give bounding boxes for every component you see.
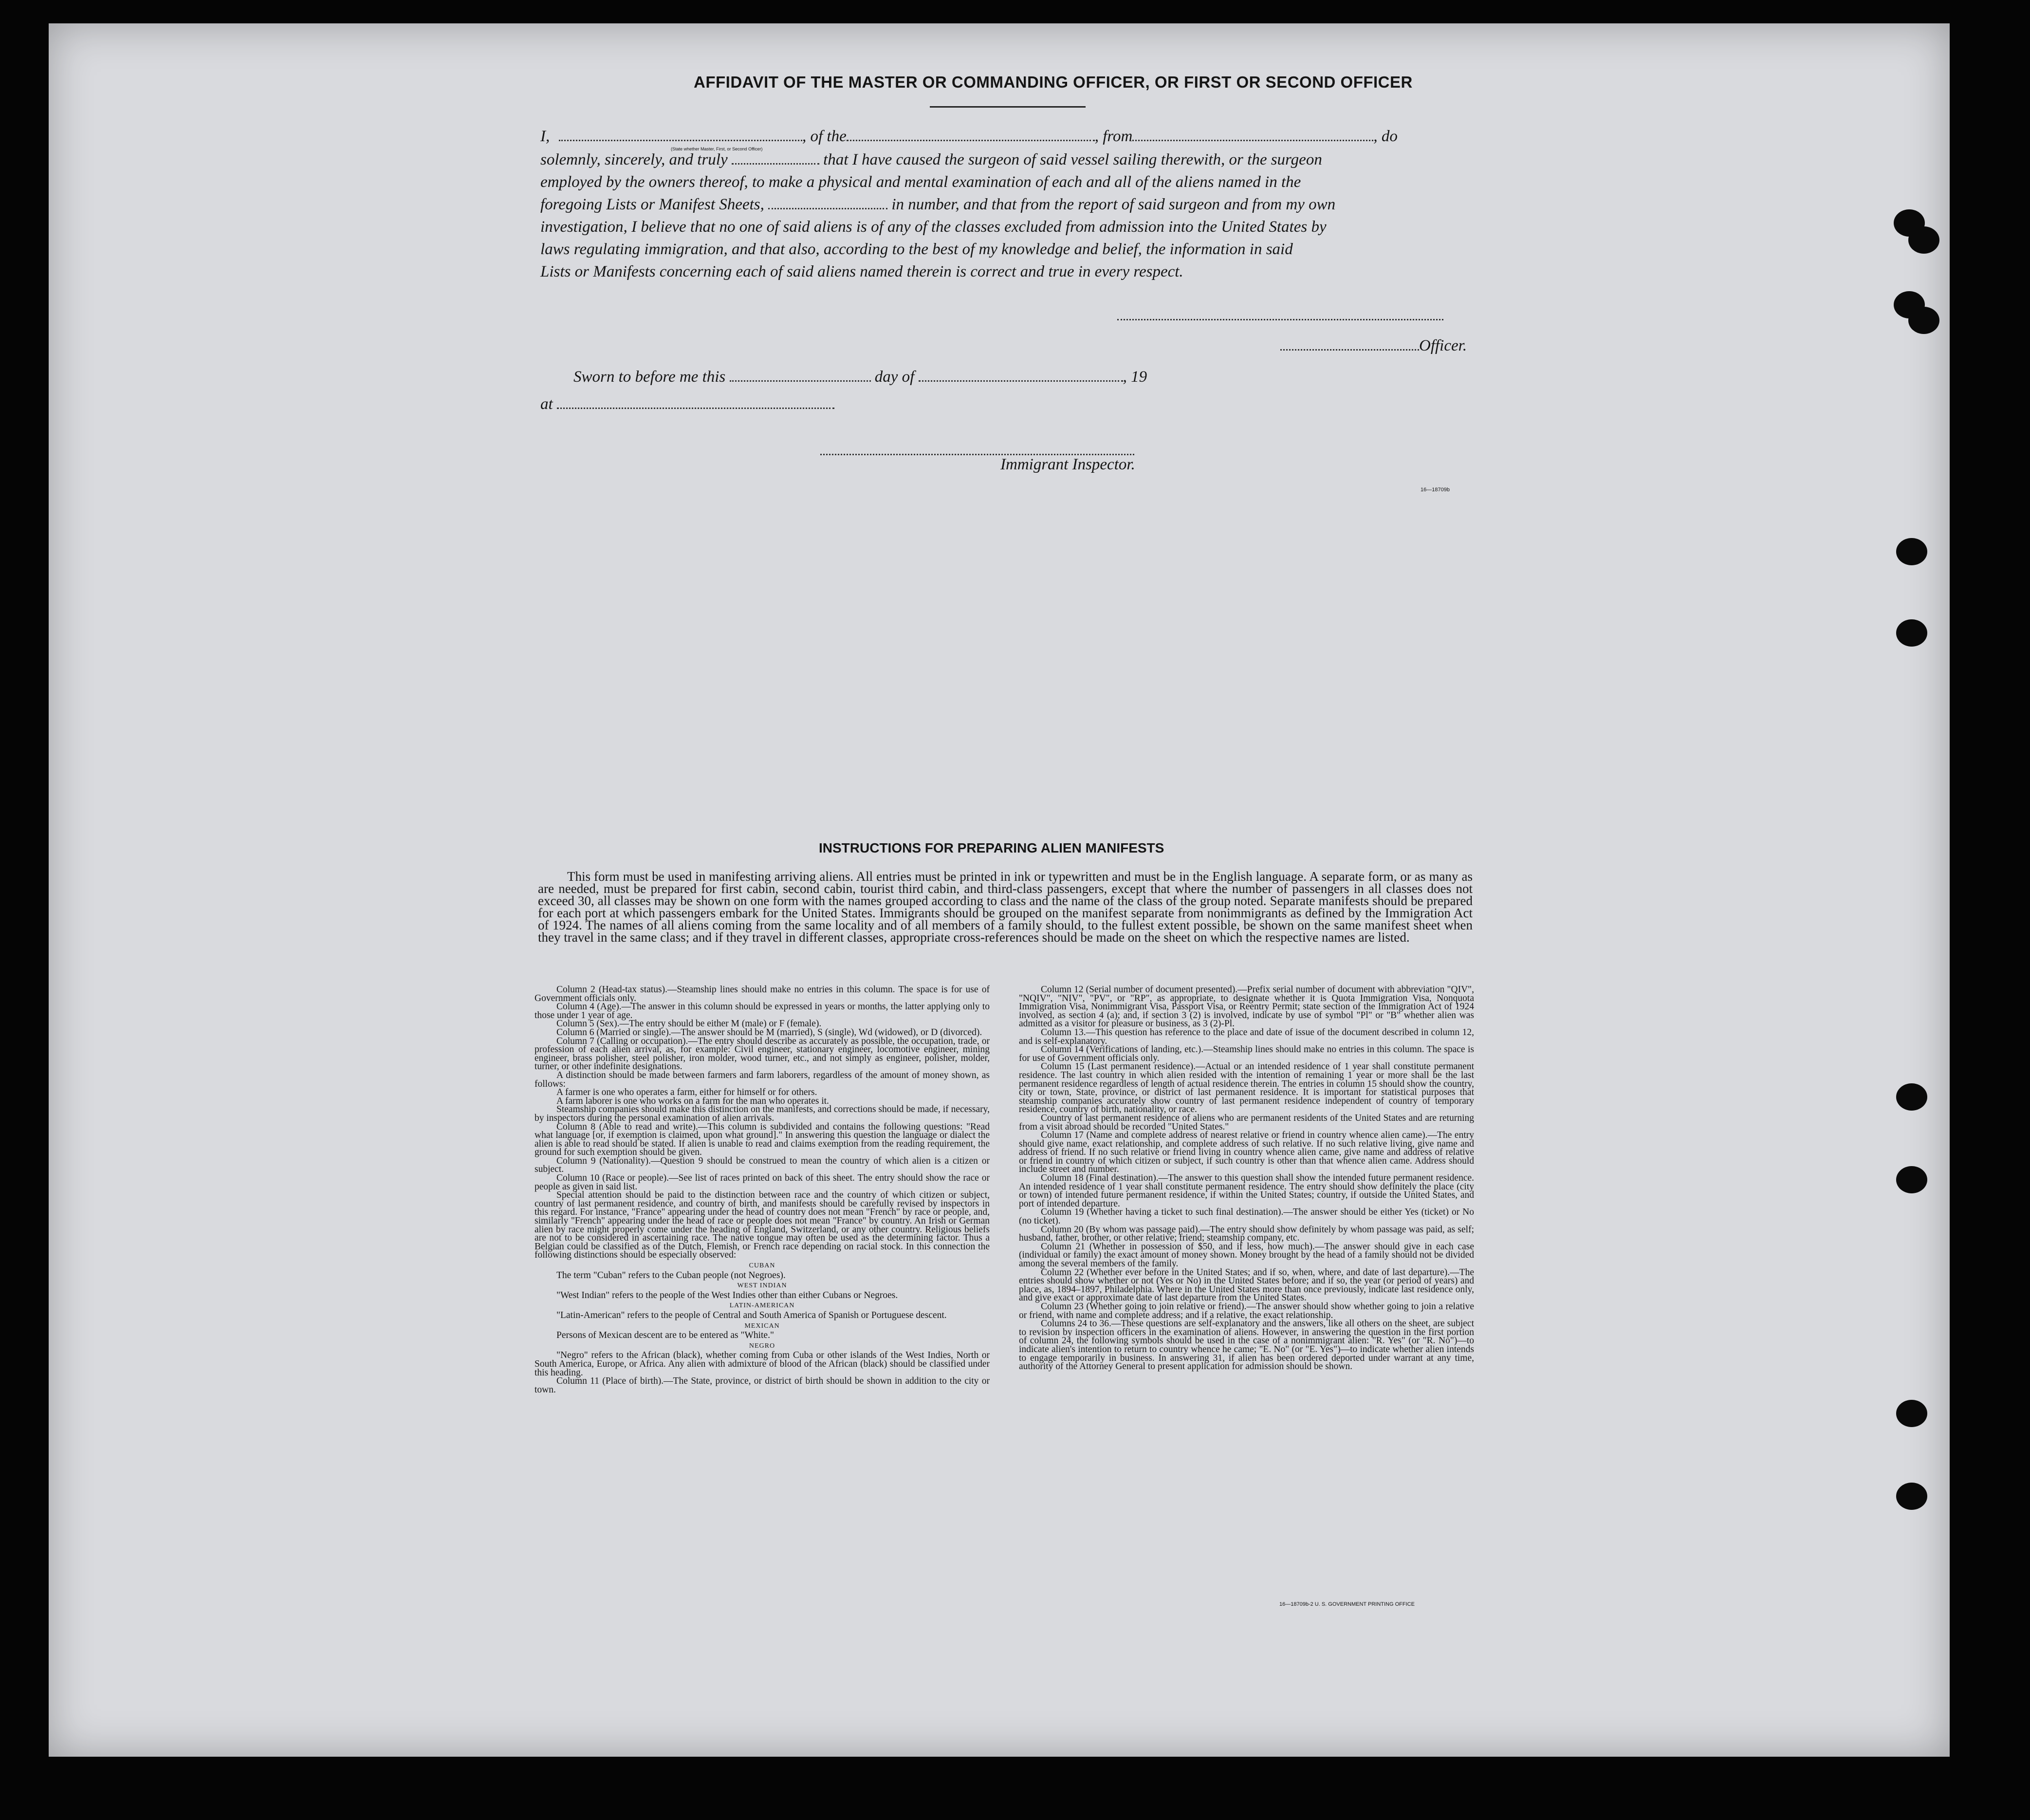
binder-hole <box>1896 619 1927 647</box>
group-text-latin-american: "Latin-American" refers to the people of Central and South America of Spanish or Portuguese descent. <box>556 1310 947 1320</box>
instruction-paragraph: Column 23 (Whether going to join relative or friend).—The answer should show whether going to join a relative or friend, with name and complete address; and if a relative, the exact relationship. <box>1019 1301 1474 1320</box>
instruction-paragraph: Column 14 (Verifications of landing, etc.).—Steamship lines should make no entries in this column. The space is for use of Government officials only. <box>1019 1044 1474 1063</box>
instructions-intro: This form must be used in manifesting arriving aliens. All entries must be printed in ink or typewritten and must be in the English language. A separate form, or as many as are needed, must be prepared for first cabin, second cabin, tourist third cabin, and third-class passengers, except that where the number of passengers in all classes does not exceed 30, all classes may be shown on one form with the names grouped according to class and the name of the class of the group noted. Separate manifests should be prepared for each port at which passengers embark for the United States. Immigrants should be grouped on the manifest separate from nonimmigrants as defined by the Immigration Act of 1924. The names of all aliens coming from the same locality and of all members of a family should, to the fullest extent possible, be shown on the same manifest sheet when they travel in the same class; and if they travel in different classes, appropriate cross-references should be made on the sheet on which the respective names are listed. <box>538 869 1473 945</box>
instruction-paragraph: Column 22 (Whether ever before in the United States; and if so, when, where, and date of last departure).—The entries should show whether or not (Yes or No) in the United States before; and if so, the year (or period of years) and place, as, 1894–1897, Philadelphia. Where in the United States more than once previously, indicate last residence only, and give exact or approximate date of last departure from the United States. <box>1019 1267 1474 1303</box>
officer-label: Officer. <box>1419 337 1467 354</box>
text-caused-surgeon: that I have caused the surgeon of said vessel sailing therewith, or the surgeon <box>823 151 1322 168</box>
group-heading-cuban: CUBAN <box>749 1262 775 1269</box>
instruction-paragraph: Column 4 (Age).—The answer in this column should be expressed in years or months, the latter applying only to those under 1 year of age. <box>535 1002 990 1021</box>
instruction-paragraph: Column 9 (Nationality).—Question 9 should be construed to mean the country of which alien is a citizen or subject. <box>535 1155 990 1175</box>
sworn-day-blank[interactable] <box>730 378 871 382</box>
instruction-paragraph: Column 15 (Last permanent residence).—Actual or an intended residence of 1 year shall constitute permanent residence. The last country in which alien resided with the intention of remaining 1 year or more shall be the last permanent residence regardless of length of actual residence therein. The entries in column 15 should show the country, city or town, State, province, or district of last permanent residence. It is important for statistical purposes that steamship companies accurately show country of last permanent residence independent of country of temporary residence, country of birth, nationality, or race. <box>1019 1061 1474 1115</box>
instruction-paragraph: Column 21 (Whether in possession of $50, and if less, how much).—The answer should give in each case (individual or family) the exact amount of money shown. Money brought by the head of a family should not be divided among the several members of the family. <box>1019 1241 1474 1269</box>
text-do: , do <box>1373 128 1398 145</box>
officer-signature-blank[interactable] <box>1280 347 1419 351</box>
sworn-line <box>573 366 1147 388</box>
text-from: , from <box>1094 128 1133 145</box>
group-text-cuban: The term "Cuban" refers to the Cuban people (not Negroes). <box>556 1270 786 1281</box>
port-from-blank[interactable] <box>1132 138 1373 141</box>
affidavit-line-3: employed by the owners thereof, to make a physical and mental examination of each and all of the aliens named in the <box>540 173 1301 191</box>
affidavit-line-1 <box>540 126 1398 147</box>
binder-hole <box>1896 1166 1927 1193</box>
binder-hole <box>1896 1400 1927 1427</box>
binder-hole <box>1908 307 1939 334</box>
printing-office-footer: 16—18709b-2 U. S. GOVERNMENT PRINTING OFFICE <box>1279 1601 1415 1607</box>
group-text-negro: "Negro" refers to the African (black), whether coming from Cuba or other islands of the West Indies, North or South America, Europe, or Africa. Any alien with admixture of blood of the African (black) should be classified under this heading. <box>535 1350 990 1378</box>
signature-line-1[interactable] <box>1117 319 1443 320</box>
officer-rank-blank[interactable] <box>559 138 802 141</box>
vessel-name-blank[interactable] <box>847 138 1095 141</box>
left-column <box>535 985 990 1394</box>
group-heading-west-indian: WEST INDIAN <box>737 1282 787 1290</box>
instruction-paragraph: Steamship companies should make this distinction on the manifests, and corrections should be made, if necessary, by inspectors during the personal examination of alien arrivals. <box>535 1104 990 1123</box>
affidavit-title: AFFIDAVIT OF THE MASTER OR COMMANDING OFFICER, OR FIRST OR SECOND OFFICER <box>694 73 1413 91</box>
affidavit-line-5: investigation, I believe that no one of said aliens is of any of the classes excluded from admission into the United States by <box>540 218 1327 236</box>
instruction-paragraph: Column 12 (Serial number of document presented).—Prefix serial number of document with abbreviation "QIV", "NQIV", "NIV", "PV", or "RP", as appropriate, to designate whether it is Quota Immigration Visa, Nonquota Immigration Visa, Nonimmigrant Visa, Passport Visa, or Reentry Permit; state section of the Immigration Act of 1924 involved, as section 4 (a); and, if section 3 (2) is involved, indicate by use of symbol "Pl" or "B" whether alien was admitted as a visitor for pleasure or business, as 3 (2)-Pl. <box>1019 984 1474 1029</box>
text-sworn: Sworn to before me this <box>573 368 726 386</box>
sworn-place-blank[interactable] <box>557 406 834 409</box>
group-heading-latin-american: LATIN-AMERICAN <box>729 1302 795 1310</box>
text-in-number: in number, and that from the report of said surgeon and from my own <box>891 196 1336 213</box>
sworn-month-blank[interactable] <box>919 378 1123 382</box>
instruction-paragraph: Column 20 (By whom was passage paid).—The entry should show definitely by whom passage was paid, as self; husband, father, brother, or other relative; friend; steamship company, etc. <box>1019 1224 1474 1244</box>
at-line <box>540 393 834 415</box>
officer-signature-line <box>1280 335 1467 356</box>
instruction-paragraph: A farmer is one who operates a farm, either for himself or for others. <box>556 1087 817 1098</box>
instruction-paragraph: Column 19 (Whether having a ticket to such final destination).—The answer should be either Yes (ticket) or No (no ticket). <box>1019 1207 1474 1226</box>
inspector-label: Immigrant Inspector. <box>1000 456 1135 473</box>
instruction-paragraph: Column 18 (Final destination).—The answer to this question shall show the intended future permanent residence. An intended residence of 1 year shall constitute permanent residence. The entry should show definitely the place (city or town) of intended future permanent residence, if within the United States; country, if outside the United States, and port of intended departure. <box>1019 1173 1474 1209</box>
text-i: I, <box>540 128 550 145</box>
oath-manner-blank[interactable] <box>732 161 819 165</box>
instruction-paragraph: Column 11 (Place of birth).—The State, province, or district of birth should be shown in addition to the city or town. <box>535 1376 990 1395</box>
title-rule <box>930 106 1086 108</box>
text-year-19: , 19 <box>1123 368 1147 386</box>
instruction-paragraph: A distinction should be made between farmers and farm laborers, regardless of the amount of money shown, as follows: <box>535 1070 990 1089</box>
instruction-paragraph: Column 17 (Name and complete address of nearest relative or friend in country whence alien came).—The entry should give name, exact relationship, and complete address of such relative. If no such relative living, give name and address of friend. If no such relative or friend living in country whence alien came, give name and address of relative or friend in country of which citizen or subject, if such country is other than that whence alien came. Address should include street and number. <box>1019 1130 1474 1175</box>
instructions-title: INSTRUCTIONS FOR PREPARING ALIEN MANIFESTS <box>819 840 1164 855</box>
instruction-paragraph: Columns 24 to 36.—These questions are self-explanatory and the answers, like all others on the sheet, are subject to revision by inspection officers in the examination of aliens. However, in answering the question in the first portion of column 24, the following symbols should be used in the case of a nonimmigrant alien: "R. Yes" (or "R. No")—to indicate alien's intention to return to country whence he came; "E. No" (or "E. Yes")—to indicate whether alien intends to engage temporarily in business. In answering 31, if alien has been ordered deported under warrant at any time, authority of the Attorney General to present application for admission should be shown. <box>1019 1319 1474 1372</box>
group-text-west-indian: "West Indian" refers to the people of the West Indies other than either Cubans or Negroes. <box>556 1290 898 1300</box>
affidavit-line-6: laws regulating immigration, and that also, according to the best of my knowledge and belief, the information in said <box>540 241 1293 258</box>
text-solemnly: solemnly, sincerely, and truly <box>540 151 728 168</box>
instruction-paragraph: Column 8 (Able to read and write).—This column is subdivided and contains the following questions: "Read what language [or, if exemption is claimed, upon what ground]." In answering this question the language or dialect the alien is able to read should be stated. If alien is unable to read and claims exemption from the reading requirement, the ground for such exemption should be given. <box>535 1121 990 1158</box>
text-of-the: , of the <box>802 128 847 145</box>
affidavit-line-7: Lists or Manifests concerning each of said aliens named therein is correct and true in every respect. <box>540 263 1183 280</box>
text-foregoing-lists: foregoing Lists or Manifest Sheets, <box>540 196 764 213</box>
group-heading-negro: NEGRO <box>749 1342 775 1350</box>
instruction-paragraph: Column 6 (Married or single).—The answer should be M (married), S (single), Wd (widowed), or D (divorced). <box>556 1027 982 1038</box>
binder-hole <box>1896 1483 1927 1510</box>
instruction-paragraph: Country of last permanent residence of aliens who are permanent residents of the United States and are returning from a visit abroad should be recorded "United States." <box>1019 1113 1474 1132</box>
instruction-paragraph: Column 7 (Calling or occupation).—The entry should describe as accurately as possible, the occupation, trade, or profession of each alien arrival, as, for example: Civil engineer, stationary engineer, locomotive engineer, mining engineer, brass polisher, steel polisher, iron molder, wood turner, etc., and not simply as engineer, polisher, molder, turner, or other indefinite designations. <box>535 1036 990 1072</box>
officer-rank-note: (State whether Master, First, or Second Officer) <box>671 147 763 151</box>
group-heading-mexican: MEXICAN <box>744 1322 780 1330</box>
text-at: at <box>540 395 553 413</box>
text-day-of: day of <box>874 368 915 386</box>
binder-hole <box>1908 226 1939 254</box>
instruction-paragraph: Special attention should be paid to the distinction between race and the country of which citizen or subject, country of last permanent residence, and country of birth, and manifests should be carefully revised by inspectors in this regard. For instance, "France" appearing under the head of country does not mean "French" by race or people, and, similarly "French" appearing under the head of race or people does not mean "France" by country. An Irish or German alien by race might properly come under the heading of England, Switzerland, or any other country. Religious beliefs are not to be considered in ascertaining race. The native tongue may often be used as the determining factor. Thus a Belgian could be classified as of the Dutch, Flemish, or French race depending on racial stock. In this connection the following distinctions should be especially observed: <box>535 1190 990 1261</box>
affidavit-line-2 <box>540 149 1322 170</box>
right-column <box>1019 985 1474 1371</box>
binder-hole <box>1896 538 1927 565</box>
instruction-paragraph: A farm laborer is one who works on a farm for the man who operates it. <box>556 1096 829 1106</box>
form-number: 16—18709b <box>1421 487 1450 493</box>
instruction-paragraph: Column 2 (Head-tax status).—Steamship lines should make no entries in this column. The space is for use of Government officials only. <box>535 984 990 1003</box>
binder-hole <box>1896 1083 1927 1111</box>
instruction-paragraph: Column 5 (Sex).—The entry should be either M (male) or F (female). <box>556 1019 822 1029</box>
instruction-paragraph: Column 13.—This question has reference to the place and date of issue of the document described in column 12, and is self-explanatory. <box>1019 1027 1474 1046</box>
sheet-count-blank[interactable] <box>768 206 887 209</box>
group-text-mexican: Persons of Mexican descent are to be entered as "White." <box>556 1330 774 1341</box>
affidavit-line-4 <box>540 194 1335 215</box>
instruction-paragraph: Column 10 (Race or people).—See list of races printed on back of this sheet. The entry should show the race or people as given in said list. <box>535 1173 990 1192</box>
